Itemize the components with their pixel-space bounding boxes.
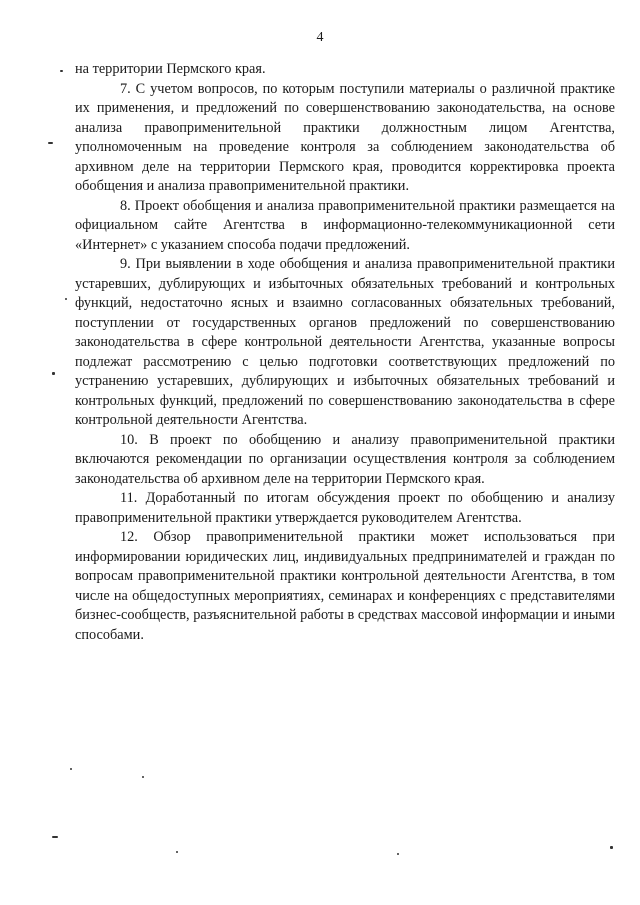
paragraph-11: 11. Доработанный по итогам обсуждения проект по обобщению и анализу правоприменительной практики утверждается руководителем Агентства. [75, 490, 615, 526]
scan-speck [52, 372, 55, 375]
paragraph-continuation: на территории Пермского края. [75, 61, 266, 77]
scan-speck [70, 768, 72, 770]
paragraph-9: 9. При выявлении в ходе обобщения и анализа правоприменительной практики устаревших, дублирующих и избыточных обязательных требований и контрольных функций, недостаточно ясных и взаимно согласованных обязательных требований, поступлении от государственных органов предложений по совершенствованию законодательства в сфере контрольной деятельности Агентства, указанные вопросы подлежат рассмотрению с целью подготовки соответствующих предложений по устранению устаревших, дублирующих и избыточных обязательных требований и контрольных функций, предложений по совершенствованию законодательства в сфере контрольной деятельности Агентства. [75, 256, 615, 428]
scan-speck [176, 851, 178, 853]
scan-speck [142, 776, 144, 778]
paragraph-12: 12. Обзор правоприменительной практики может использоваться при информировании юридических лиц, индивидуальных предпринимателей и граждан по вопросам правоприменительной практики контрольной деятельности Агентства, в том числе на общедоступных мероприятиях, семинарах и конференциях с представителями бизнес-сообществ, разъяснительной работы в средствах массовой информации и иными способами. [75, 529, 615, 643]
paragraph-7: 7. С учетом вопросов, по которым поступили материалы о различной практике их применения, и предложений по совершенствованию законодательства, на основе анализа правоприменительной практики должностным лицом Агентства, уполномоченным на проведение контроля за соблюдением законодательства об архивном деле на территории Пермского края, проводится корректировка проекта обобщения и анализа правоприменительной практики. [75, 80, 615, 194]
scan-speck [52, 836, 58, 838]
scan-speck [397, 853, 399, 855]
page-number: 4 [316, 30, 324, 45]
scan-speck [48, 142, 53, 144]
scan-speck [65, 298, 67, 300]
paragraph-10: 10. В проект по обобщению и анализу правоприменительной практики включаются рекомендации по организации осуществления контроля за соблюдением законодательства об архивном деле на территории Пермского края. [75, 431, 615, 487]
paragraph-8: 8. Проект обобщения и анализа правоприменительной практики размещается на официальном сайте Агентства в информационно-телекоммуникационной сети «Интернет» с указанием способа подачи предложений. [75, 197, 615, 253]
scan-speck [60, 70, 63, 72]
scan-speck [610, 846, 613, 849]
document-body [75, 60, 615, 645]
